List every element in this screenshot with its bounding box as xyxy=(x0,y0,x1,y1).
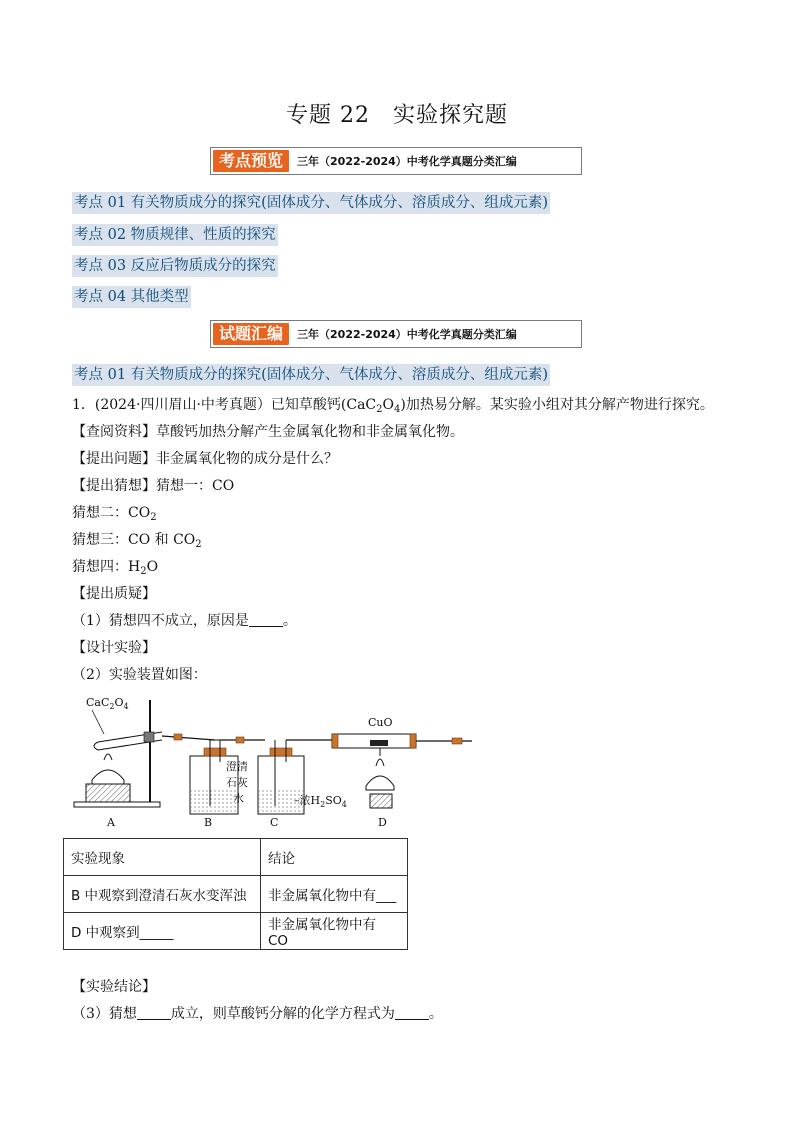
question-design: 【设计实验】 xyxy=(72,640,156,656)
intro-text-c: )加热易分解。某实验小组对其分解产物进行探究。 xyxy=(400,397,714,413)
q3-text-mid: 成立，则草酸钙分解的化学方程式为 xyxy=(170,1006,395,1022)
preview-topic-3[interactable]: 考点 03 反应后物质成分的探究 xyxy=(72,255,278,277)
question-part-3 xyxy=(72,1004,443,1024)
table-row xyxy=(64,876,408,913)
question-doubt: 【提出质疑】 xyxy=(72,586,156,602)
apparatus-label-c: C xyxy=(270,816,279,829)
table-header-row xyxy=(64,839,408,876)
guess-subscript: 2 xyxy=(140,566,147,577)
section-topic-heading: 考点 01 有关物质成分的探究(固体成分、气体成分、溶质成分、组成元素) xyxy=(72,364,550,386)
answer-blank[interactable] xyxy=(137,1005,171,1020)
apparatus-label-d: D xyxy=(378,816,387,829)
table-cell: D 中观察到_____ xyxy=(64,913,261,950)
table-row xyxy=(64,913,408,950)
banner-tag: 考点预览 xyxy=(213,150,289,172)
question-guess-1: 【提出猜想】猜想一：CO xyxy=(72,478,235,494)
apparatus-d xyxy=(332,716,472,829)
question-conclusion-heading: 【实验结论】 xyxy=(72,979,156,995)
intro-subscript: 2 xyxy=(376,404,383,415)
reagent-label-a: $CaC_2O_4$ xyxy=(86,696,129,711)
question-guess-2 xyxy=(72,503,157,528)
section-banner-questions xyxy=(210,320,582,348)
question-intro xyxy=(72,395,714,420)
q1-text-end: 。 xyxy=(282,613,297,629)
question-part-2: （2）实验装置如图： xyxy=(72,667,207,683)
limewater-label-2: 石灰 xyxy=(226,776,248,789)
preview-topic-1[interactable]: 考点 01 有关物质成分的探究(固体成分、气体成分、溶质成分、组成元素) xyxy=(72,192,550,214)
table-header-cell: 结论 xyxy=(261,839,408,876)
apparatus-b xyxy=(190,737,265,829)
apparatus-diagram xyxy=(70,690,490,835)
guess-subscript: 2 xyxy=(150,512,157,523)
table-cell: 非金属氧化物中有___ xyxy=(261,876,408,913)
intro-text-b: O xyxy=(382,397,394,413)
guess-subscript: 2 xyxy=(195,539,202,550)
q3-text-end: 。 xyxy=(428,1006,443,1022)
page-title: 专题 22 实验探究题 xyxy=(286,103,508,128)
limewater-label-1: 澄清 xyxy=(226,760,248,773)
intro-text-a: 1．(2024·四川眉山·中考真题）已知草酸钙(CaC xyxy=(72,397,377,413)
question-problem: 【提出问题】非金属氧化物的成分是什么？ xyxy=(72,451,338,467)
question-part-1 xyxy=(72,611,297,631)
intro-subscript: 4 xyxy=(394,404,401,415)
preview-topic-4[interactable]: 考点 04 其他类型 xyxy=(72,286,191,308)
q1-text: （1）猜想四不成立，原因是 xyxy=(72,613,249,629)
banner-subtitle: 三年（2022-2024）中考化学真题分类汇编 xyxy=(297,155,517,168)
guess-text: 猜想三：CO 和 CO xyxy=(72,532,196,548)
answer-blank[interactable] xyxy=(249,612,283,627)
cuo-label: CuO xyxy=(368,716,393,729)
guess-text: O xyxy=(146,559,159,575)
acid-label: –浓$H_2SO_4$ xyxy=(294,794,347,809)
table-header-cell: 实验现象 xyxy=(64,839,261,876)
apparatus-label-b: B xyxy=(204,816,213,829)
guess-text: 猜想四：H xyxy=(72,559,141,575)
apparatus-label-a: A xyxy=(107,816,115,829)
banner-tag: 试题汇编 xyxy=(213,323,289,345)
results-table xyxy=(63,838,408,950)
answer-blank[interactable] xyxy=(395,1005,429,1020)
guess-text: 猜想二：CO xyxy=(72,505,151,521)
preview-topic-2[interactable]: 考点 02 物质规律、性质的探究 xyxy=(72,224,278,246)
table-cell: 非金属氧化物中有 CO xyxy=(261,913,408,950)
table-cell: B 中观察到澄清石灰水变浑浊 xyxy=(64,876,261,913)
question-info: 【查阅资料】草酸钙加热分解产生金属氧化物和非金属氧化物。 xyxy=(72,424,464,440)
section-banner-preview xyxy=(210,147,582,175)
apparatus-c xyxy=(258,740,347,829)
question-guess-3 xyxy=(72,530,202,555)
q3-text: （3）猜想 xyxy=(72,1006,137,1022)
question-guess-4 xyxy=(72,557,158,582)
limewater-label-3: 水 xyxy=(233,792,244,805)
banner-subtitle: 三年（2022-2024）中考化学真题分类汇编 xyxy=(297,328,517,341)
